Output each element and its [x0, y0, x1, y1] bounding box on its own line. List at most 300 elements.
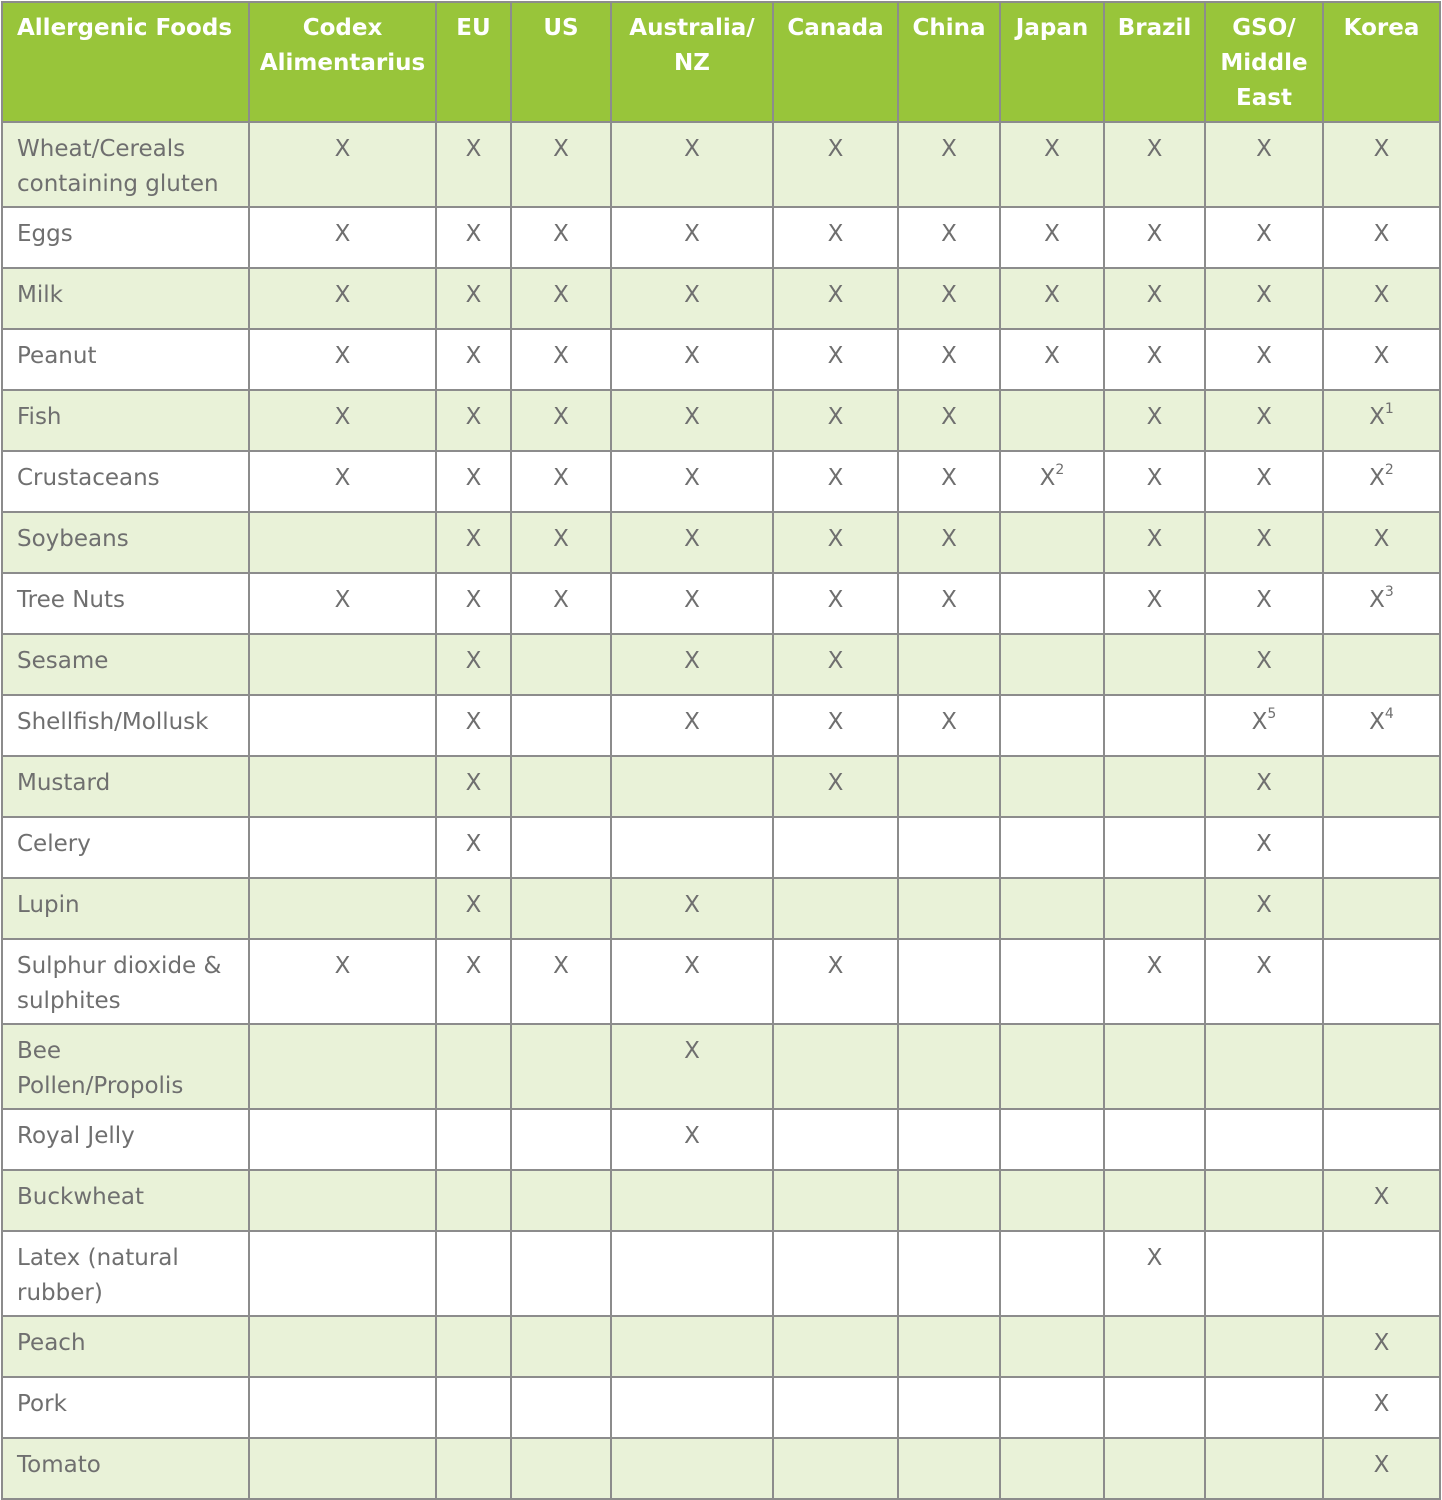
allergen-mark-cell [898, 1377, 1000, 1438]
allergen-mark: X [465, 136, 482, 162]
allergen-mark: X [1146, 282, 1163, 308]
allergen-mark: X [465, 221, 482, 247]
food-name-cell [2, 1109, 249, 1170]
table-row [2, 268, 1440, 329]
allergen-mark-cell [1205, 451, 1323, 512]
table-row [2, 573, 1440, 634]
allergen-mark-cell [1104, 329, 1205, 390]
allergen-mark-cell [898, 1316, 1000, 1377]
allergen-mark-cell [249, 1231, 436, 1316]
allergen-mark: X [1256, 221, 1272, 247]
table-row [2, 390, 1440, 451]
allergen-mark: X [465, 831, 482, 857]
allergen-mark-cell [1104, 573, 1205, 634]
column-header-region [1000, 2, 1104, 122]
table-row [2, 1438, 1440, 1499]
table-body [2, 122, 1440, 1499]
table-row [2, 512, 1440, 573]
allergen-mark-cell [1323, 329, 1440, 390]
allergen-mark: X [827, 587, 844, 613]
column-header-label-line: Korea [1343, 15, 1420, 41]
allergen-mark-cell [1323, 451, 1440, 512]
allergen-mark: X [1256, 526, 1272, 552]
allergen-mark-cell [773, 512, 898, 573]
allergen-mark-cell [898, 939, 1000, 1024]
allergen-mark: X [1044, 282, 1060, 308]
column-header-label-line: GSO/ [1232, 15, 1296, 41]
allergen-mark-cell [611, 756, 773, 817]
allergen-mark-cell [1000, 390, 1104, 451]
allergen-mark: X [1373, 136, 1390, 162]
allergen-mark-cell [1000, 817, 1104, 878]
allergen-mark-cell [773, 878, 898, 939]
table-row [2, 451, 1440, 512]
allergen-mark: X [941, 465, 957, 491]
food-name-cell [2, 122, 249, 207]
food-name-cell [2, 390, 249, 451]
column-header-region [611, 2, 773, 122]
allergen-mark: X [941, 404, 957, 430]
allergen-mark-cell [898, 695, 1000, 756]
food-name-cell [2, 634, 249, 695]
column-header-region [436, 2, 511, 122]
column-header-label-line: NZ [674, 50, 710, 76]
allergen-mark-cell [1104, 390, 1205, 451]
allergen-mark-cell [511, 451, 611, 512]
food-name-line: Sesame [17, 648, 109, 674]
food-name-line: Wheat/Cereals [17, 136, 186, 162]
allergen-mark: X [1373, 1391, 1390, 1417]
food-name-cell [2, 817, 249, 878]
allergen-mark: X [827, 770, 844, 796]
allergen-mark-cell [249, 1377, 436, 1438]
allergen-mark-cell [1205, 939, 1323, 1024]
food-name-line: Mustard [17, 770, 111, 796]
food-name-line: Sulphur dioxide & [17, 953, 222, 979]
allergen-mark: X [1044, 343, 1060, 369]
allergen-mark-cell [436, 122, 511, 207]
allergen-mark-cell [436, 939, 511, 1024]
allergen-mark: X [684, 1123, 700, 1149]
allergen-mark-cell [436, 207, 511, 268]
allergen-mark: X [941, 221, 957, 247]
allergen-mark: X [941, 343, 957, 369]
allergen-mark-cell [1104, 634, 1205, 695]
allergen-mark-cell [249, 1438, 436, 1499]
allergen-mark-cell [1205, 1377, 1323, 1438]
allergen-mark: X [1044, 221, 1060, 247]
allergen-mark-cell [436, 329, 511, 390]
allergen-mark-cell [249, 817, 436, 878]
food-name-cell [2, 878, 249, 939]
allergen-mark: X [1256, 282, 1272, 308]
allergen-mark: X [827, 136, 844, 162]
allergen-mark: X [1369, 709, 1385, 735]
allergen-mark-cell [436, 1231, 511, 1316]
allergen-mark: X [334, 136, 351, 162]
table-row [2, 756, 1440, 817]
allergen-mark-cell [249, 939, 436, 1024]
allergen-mark-cell [511, 207, 611, 268]
allergen-mark-cell [1104, 817, 1205, 878]
food-name-line: rubber) [17, 1280, 103, 1306]
allergen-mark-cell [1104, 1377, 1205, 1438]
food-name-cell [2, 1170, 249, 1231]
allergen-mark-cell [1104, 207, 1205, 268]
allergen-mark: X [1146, 465, 1163, 491]
allergen-mark-cell [1104, 1316, 1205, 1377]
allergen-mark: X [553, 136, 569, 162]
food-name-line: Lupin [17, 892, 80, 918]
allergen-mark-cell [773, 1170, 898, 1231]
allergen-mark: X [334, 343, 351, 369]
allergen-mark: X [1373, 1452, 1390, 1478]
table-row [2, 207, 1440, 268]
allergen-mark-cell [249, 1109, 436, 1170]
footnote-ref: 5 [1267, 706, 1277, 722]
food-name-line: Bee [17, 1038, 62, 1064]
allergen-mark: X [1146, 343, 1163, 369]
column-header-region [511, 2, 611, 122]
allergen-mark-cell [898, 122, 1000, 207]
allergen-mark-cell [1205, 207, 1323, 268]
allergen-mark-cell [611, 1109, 773, 1170]
allergen-mark: X [465, 953, 482, 979]
allergen-mark-cell [773, 451, 898, 512]
allergen-mark-cell [436, 1377, 511, 1438]
allergen-mark-cell [1205, 329, 1323, 390]
allergen-mark-cell [1205, 756, 1323, 817]
allergen-mark-cell [611, 1438, 773, 1499]
allergen-mark-cell [773, 268, 898, 329]
allergen-mark-cell [898, 1109, 1000, 1170]
allergen-mark-cell [1323, 573, 1440, 634]
allergen-mark-cell [249, 878, 436, 939]
allergen-mark: X [1256, 136, 1272, 162]
allergen-table [1, 1, 1441, 1500]
column-header-label-line: Codex [302, 15, 383, 41]
food-name-cell [2, 573, 249, 634]
allergen-mark: X [827, 465, 844, 491]
allergen-mark-cell [1000, 634, 1104, 695]
column-header-region [1205, 2, 1323, 122]
allergen-mark-cell [773, 1024, 898, 1109]
allergen-mark-cell [436, 634, 511, 695]
allergen-mark-cell [1323, 122, 1440, 207]
column-header-label-line: Canada [787, 15, 884, 41]
column-header-label-line: Brazil [1117, 15, 1192, 41]
allergen-mark-cell [1104, 878, 1205, 939]
allergen-mark: X [334, 221, 351, 247]
allergen-mark-cell [1205, 1109, 1323, 1170]
allergen-mark-cell [1104, 1170, 1205, 1231]
allergen-mark-cell [611, 573, 773, 634]
allergen-mark: X [1256, 404, 1272, 430]
allergen-mark-cell [611, 1231, 773, 1316]
allergen-mark: X [941, 709, 957, 735]
food-name-cell [2, 1231, 249, 1316]
allergen-mark-cell [611, 1316, 773, 1377]
allergen-mark-cell [611, 329, 773, 390]
allergen-mark: X [465, 282, 482, 308]
allergen-mark-cell [1205, 878, 1323, 939]
allergen-mark-cell [1104, 939, 1205, 1024]
allergen-mark-cell [1323, 878, 1440, 939]
allergen-mark-cell [1000, 756, 1104, 817]
allergen-mark: X [1373, 221, 1390, 247]
allergen-mark-cell [249, 695, 436, 756]
footnote-ref: 1 [1384, 401, 1394, 417]
allergen-mark-cell [436, 878, 511, 939]
allergen-mark-cell [1323, 1231, 1440, 1316]
allergen-mark-cell [898, 390, 1000, 451]
footnote-ref: 2 [1384, 462, 1394, 478]
table-header [2, 2, 1440, 122]
allergen-mark: X [334, 953, 351, 979]
allergen-mark-cell [898, 573, 1000, 634]
food-name-line: Tomato [17, 1452, 101, 1478]
allergen-mark: X [1256, 953, 1272, 979]
allergen-mark-cell [511, 1377, 611, 1438]
allergen-mark: X [684, 343, 700, 369]
footnote-ref: 2 [1055, 462, 1065, 478]
column-header-region [1323, 2, 1440, 122]
allergen-mark: X [1373, 282, 1390, 308]
allergen-mark-cell [1000, 207, 1104, 268]
allergen-mark-cell [773, 1231, 898, 1316]
allergen-mark-cell [511, 1024, 611, 1109]
food-name-line: Milk [17, 282, 63, 308]
allergen-mark-cell [1104, 451, 1205, 512]
allergen-mark-cell [611, 207, 773, 268]
food-name-line: Fish [17, 404, 62, 430]
allergen-mark-cell [1000, 268, 1104, 329]
food-name-cell [2, 329, 249, 390]
allergen-mark-cell [773, 695, 898, 756]
allergen-mark-cell [1000, 695, 1104, 756]
allergen-mark-cell [1205, 1170, 1323, 1231]
allergen-mark-cell [773, 1109, 898, 1170]
allergen-mark-cell [1000, 1377, 1104, 1438]
allergen-mark-cell [898, 268, 1000, 329]
allergen-mark-cell [611, 634, 773, 695]
table-row [2, 634, 1440, 695]
allergen-mark-cell [1205, 512, 1323, 573]
allergen-mark: X [1373, 1184, 1390, 1210]
allergen-mark-cell [511, 695, 611, 756]
allergen-mark-cell [249, 1316, 436, 1377]
allergen-mark: X [1256, 465, 1272, 491]
food-name-cell [2, 512, 249, 573]
allergen-mark-cell [1000, 512, 1104, 573]
allergen-mark: X [1146, 1245, 1163, 1271]
allergen-mark-cell [611, 1377, 773, 1438]
food-name-line: Eggs [17, 221, 73, 247]
column-header-region [249, 2, 436, 122]
allergen-mark: X [1251, 709, 1268, 735]
allergen-mark: X [684, 282, 700, 308]
food-name-cell [2, 756, 249, 817]
allergen-mark-cell [1104, 1109, 1205, 1170]
allergen-mark: X [827, 404, 844, 430]
allergen-mark-cell [1000, 1438, 1104, 1499]
food-name-line: Buckwheat [17, 1184, 144, 1210]
allergen-mark-cell [611, 695, 773, 756]
food-name-cell [2, 939, 249, 1024]
allergen-mark-cell [511, 939, 611, 1024]
food-name-line: sulphites [17, 988, 121, 1014]
allergen-mark-cell [1000, 878, 1104, 939]
allergen-mark-cell [1323, 1170, 1440, 1231]
allergen-mark-cell [773, 756, 898, 817]
column-header-label-line: Alimentarius [259, 50, 426, 76]
table-row [2, 1109, 1440, 1170]
allergen-mark: X [465, 587, 482, 613]
allergen-mark-cell [773, 1316, 898, 1377]
column-header-label-line: Japan [1015, 15, 1089, 41]
allergen-mark: X [684, 221, 700, 247]
allergen-mark-cell [1000, 122, 1104, 207]
allergen-mark-cell [898, 817, 1000, 878]
header-row [2, 2, 1440, 122]
allergen-mark-cell [1323, 1438, 1440, 1499]
allergen-mark: X [827, 282, 844, 308]
allergen-mark-cell [1000, 451, 1104, 512]
allergen-mark-cell [1323, 756, 1440, 817]
allergen-mark-cell [773, 634, 898, 695]
allergen-mark-cell [436, 573, 511, 634]
allergen-mark-cell [1205, 1024, 1323, 1109]
allergen-mark-cell [436, 1024, 511, 1109]
food-name-line: Tree Nuts [17, 587, 126, 613]
allergen-mark: X [1256, 770, 1272, 796]
allergen-mark-cell [898, 634, 1000, 695]
allergen-mark: X [334, 587, 351, 613]
allergen-mark-cell [1000, 1170, 1104, 1231]
allergen-mark-cell [773, 1438, 898, 1499]
allergen-mark-cell [1205, 1231, 1323, 1316]
allergen-mark: X [553, 282, 569, 308]
allergen-mark-cell [1104, 1231, 1205, 1316]
allergen-mark-cell [1323, 268, 1440, 329]
allergen-mark: X [684, 404, 700, 430]
allergen-mark: X [465, 892, 482, 918]
allergen-mark-cell [249, 756, 436, 817]
allergen-mark-cell [511, 1109, 611, 1170]
allergen-mark: X [334, 465, 351, 491]
column-header-region [773, 2, 898, 122]
allergen-mark-cell [611, 878, 773, 939]
allergen-mark-cell [1205, 573, 1323, 634]
table-row [2, 817, 1440, 878]
allergen-mark-cell [773, 207, 898, 268]
allergen-mark: X [465, 465, 482, 491]
allergen-mark-cell [1000, 1109, 1104, 1170]
allergen-mark: X [1256, 343, 1272, 369]
food-name-cell [2, 695, 249, 756]
allergen-mark-cell [1000, 329, 1104, 390]
allergen-mark-cell [611, 1170, 773, 1231]
food-name-line: Pollen/Propolis [17, 1073, 184, 1099]
food-name-line: Soybeans [17, 526, 129, 552]
allergen-mark-cell [898, 207, 1000, 268]
food-name-cell [2, 268, 249, 329]
allergen-mark-cell [898, 1024, 1000, 1109]
allergen-mark-cell [1104, 1024, 1205, 1109]
food-name-line: Latex (natural [17, 1245, 179, 1271]
table-row [2, 1377, 1440, 1438]
allergen-mark-cell [898, 1170, 1000, 1231]
allergen-mark-cell [511, 1231, 611, 1316]
food-name-line: Royal Jelly [17, 1123, 135, 1149]
allergen-mark: X [684, 892, 700, 918]
column-header-label-line: Allergenic Foods [17, 15, 233, 41]
allergen-mark-cell [436, 268, 511, 329]
allergen-mark-cell [249, 1024, 436, 1109]
allergen-mark: X [941, 587, 957, 613]
allergen-mark-cell [249, 512, 436, 573]
allergen-mark-cell [249, 268, 436, 329]
allergen-mark: X [684, 709, 700, 735]
column-header-region [898, 2, 1000, 122]
allergen-mark: X [941, 526, 957, 552]
allergen-mark-cell [511, 634, 611, 695]
food-name-cell [2, 1377, 249, 1438]
column-header-label-line: US [543, 15, 579, 41]
footnote-ref: 4 [1384, 706, 1394, 722]
allergen-mark: X [941, 282, 957, 308]
allergen-mark-cell [611, 1024, 773, 1109]
allergen-mark: X [684, 1038, 700, 1064]
allergen-mark-cell [1104, 268, 1205, 329]
allergen-mark-cell [773, 573, 898, 634]
allergen-mark-cell [1205, 1438, 1323, 1499]
allergen-mark-cell [611, 817, 773, 878]
allergen-mark-cell [1104, 756, 1205, 817]
allergen-mark-cell [511, 573, 611, 634]
table-row [2, 122, 1440, 207]
table-row [2, 695, 1440, 756]
allergen-mark-cell [511, 1316, 611, 1377]
allergen-mark: X [827, 526, 844, 552]
allergen-mark-cell [611, 122, 773, 207]
allergen-mark-cell [1000, 1024, 1104, 1109]
allergen-mark-cell [511, 390, 611, 451]
table-row [2, 329, 1440, 390]
allergen-mark: X [827, 221, 844, 247]
allergen-mark-cell [898, 1438, 1000, 1499]
allergen-mark-cell [1323, 1316, 1440, 1377]
allergen-mark-cell [1104, 1438, 1205, 1499]
table-row [2, 1231, 1440, 1316]
allergen-mark-cell [1323, 1109, 1440, 1170]
allergen-mark-cell [773, 329, 898, 390]
table-row [2, 1170, 1440, 1231]
allergen-mark-cell [1323, 1377, 1440, 1438]
allergen-mark: X [827, 343, 844, 369]
allergen-mark-cell [249, 451, 436, 512]
allergen-mark: X [1369, 465, 1385, 491]
food-name-line: Pork [17, 1391, 67, 1417]
food-name-line: containing gluten [17, 171, 219, 197]
allergen-mark-cell [611, 451, 773, 512]
food-name-cell [2, 1316, 249, 1377]
allergen-mark-cell [1000, 1231, 1104, 1316]
allergen-mark: X [684, 136, 700, 162]
allergen-mark-cell [773, 122, 898, 207]
column-header-region [1104, 2, 1205, 122]
allergen-mark: X [1256, 648, 1272, 674]
